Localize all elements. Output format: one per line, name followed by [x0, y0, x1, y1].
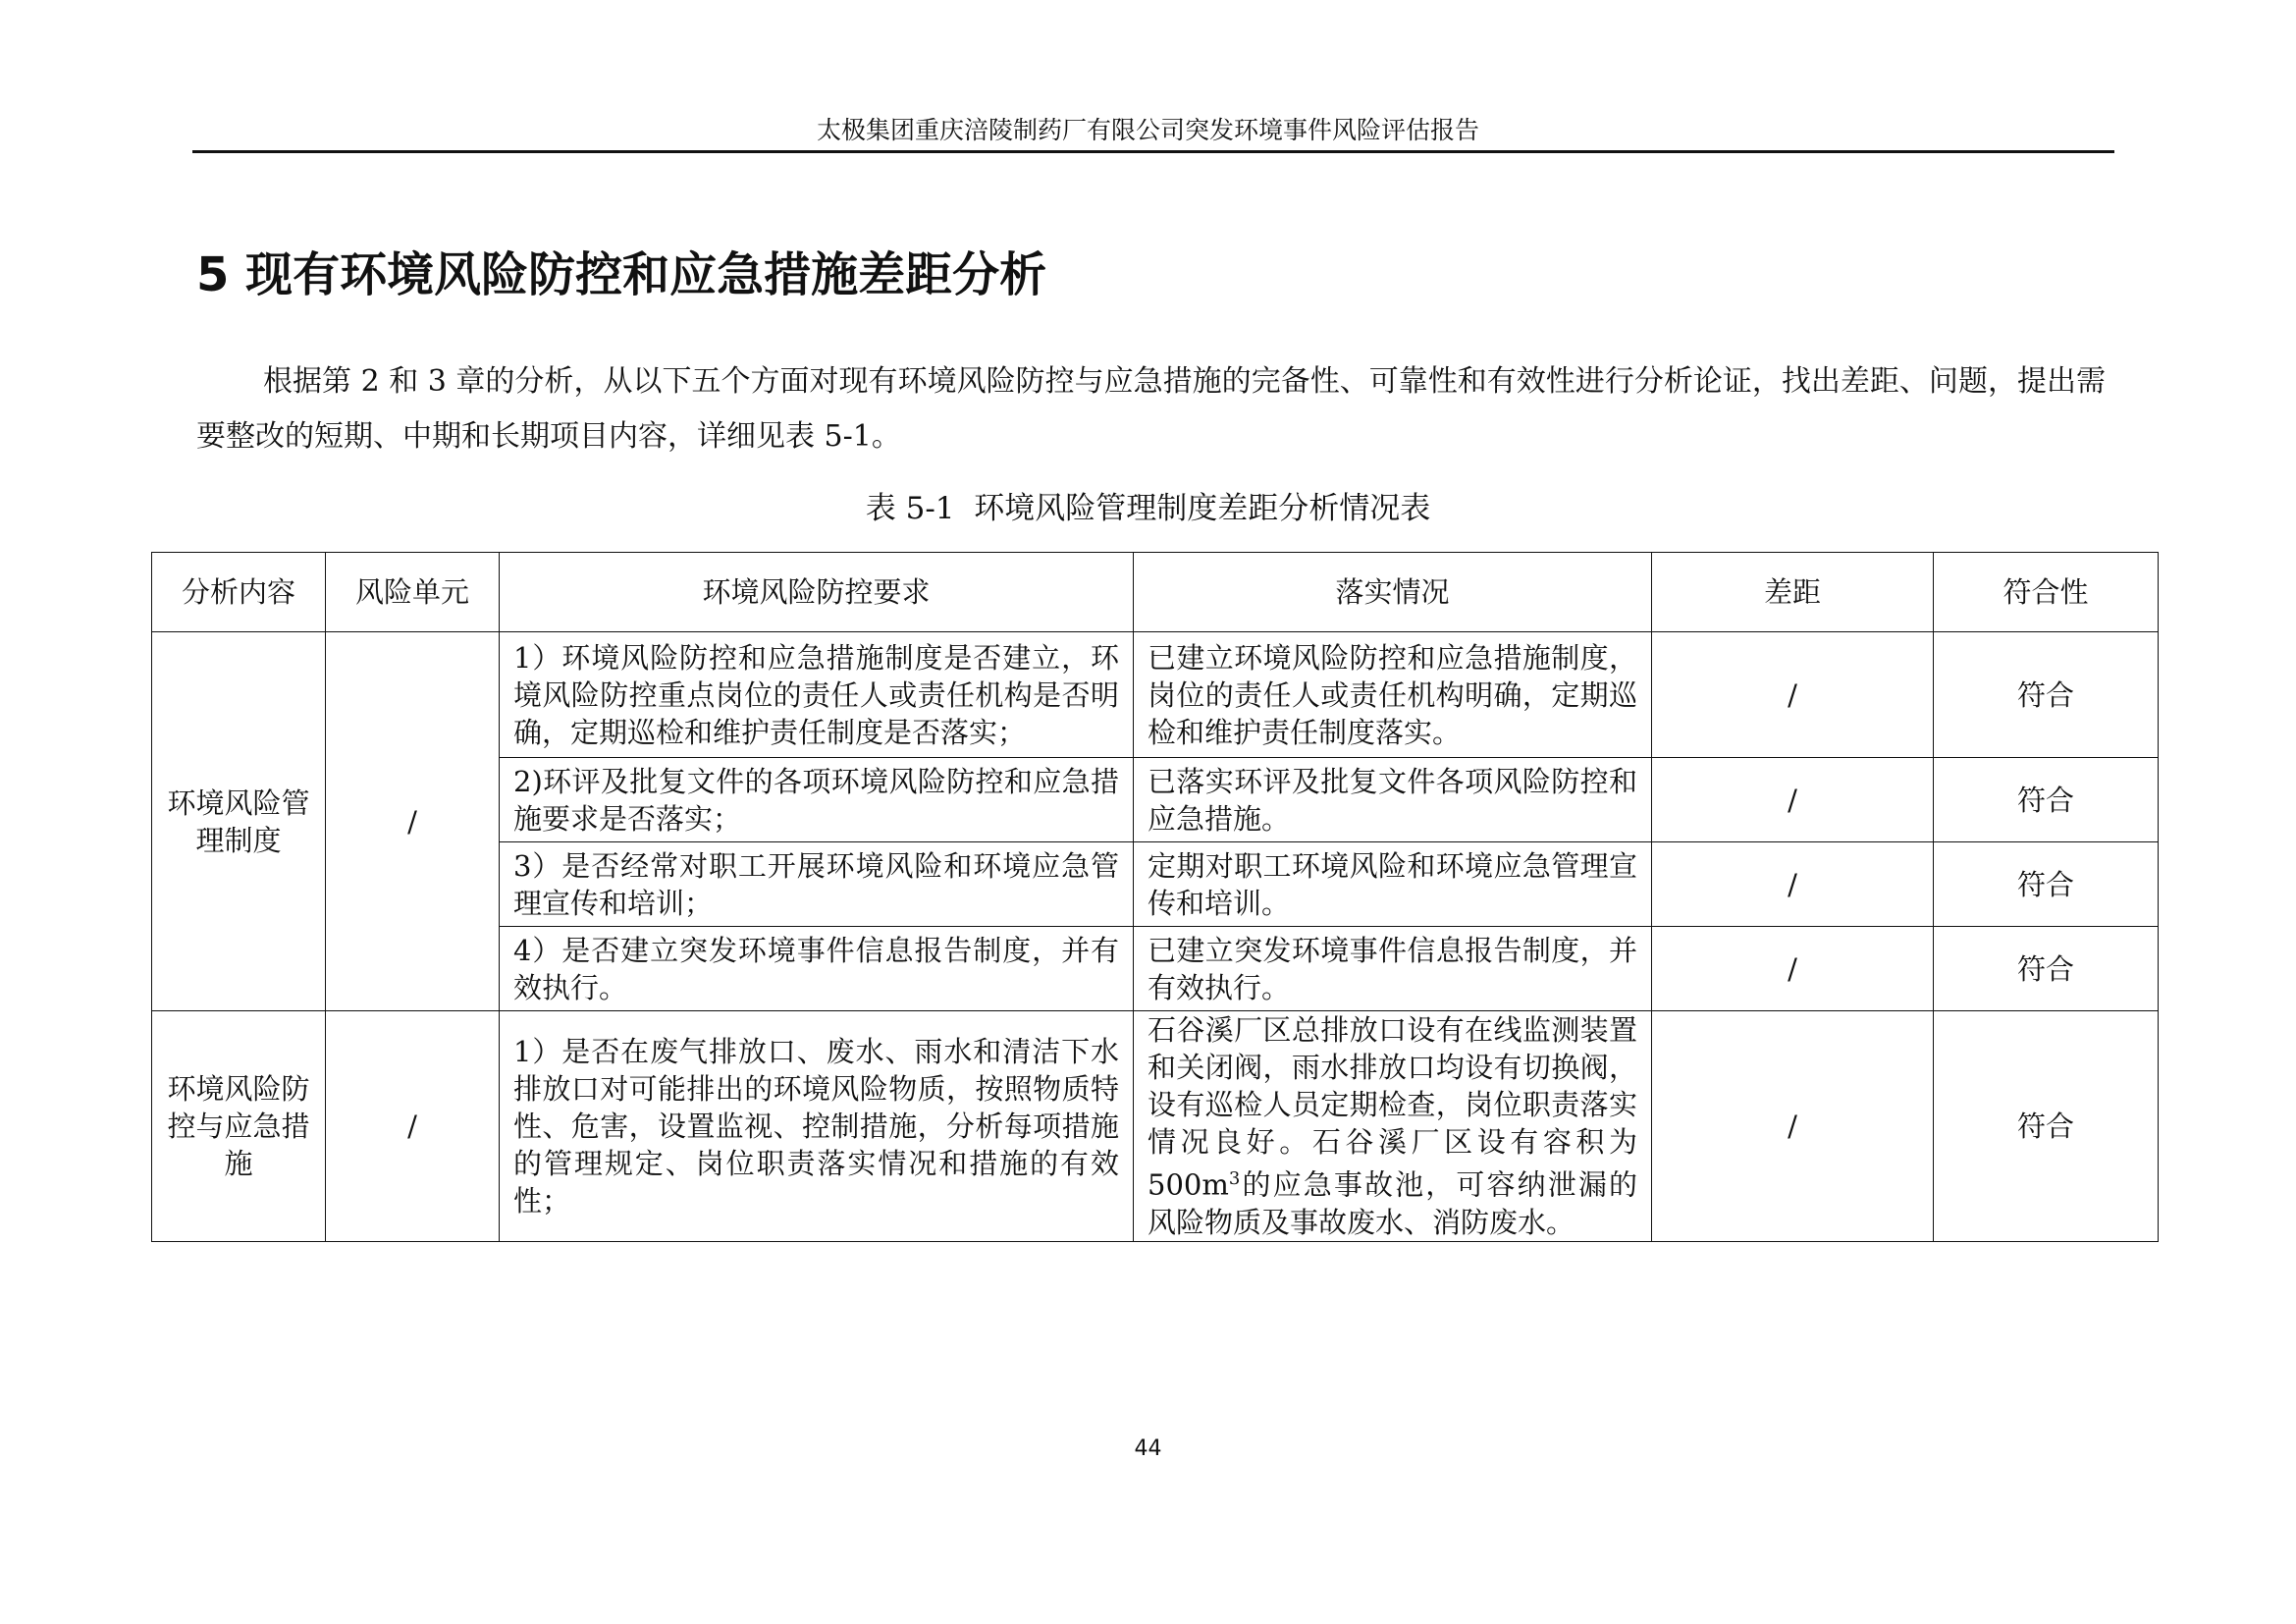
intro-paragraph: 根据第 2 和 3 章的分析，从以下五个方面对现有环境风险防控与应急措施的完备性、可靠性和有效性进行分析论证，找出差距、问题，提出需要整改的短期、中期和长期项目内容，详细见表 5-1。 [196, 364, 2106, 454]
status-cell: 已落实环评及批复文件各项风险防控和应急措施。 [1134, 758, 1652, 842]
requirement-cell: 1）是否在废气排放口、废水、雨水和清洁下水排放口对可能排出的环境风险物质，按照物质特性、危害，设置监视、控制措施，分析每项措施的管理规定、岗位职责落实情况和措施的有效性； [500, 1011, 1134, 1242]
requirement-cell: 3）是否经常对职工开展环境风险和环境应急管理宣传和培训； [500, 842, 1134, 927]
group-unit-cell: / [326, 1011, 500, 1242]
group-unit-cell: / [326, 632, 500, 1011]
requirement-cell: 4）是否建立突发环境事件信息报告制度，并有效执行。 [500, 927, 1134, 1011]
header-requirement: 环境风险防控要求 [500, 553, 1134, 632]
status-cell: 已建立环境风险防控和应急措施制度，岗位的责任人或责任机构明确，定期巡检和维护责任制度落实。 [1134, 632, 1652, 758]
table-header-row [152, 553, 2159, 632]
header-rule [192, 150, 2114, 153]
gap-cell: / [1652, 927, 1934, 1011]
unit-superscript: 3 [1228, 1168, 1241, 1189]
compliance-cell: 符合 [1934, 758, 2159, 842]
group-content-cell: 环境风险防控与应急措施 [152, 1011, 326, 1242]
compliance-cell: 符合 [1934, 1011, 2159, 1242]
table-row [152, 632, 2159, 758]
gap-cell: / [1652, 632, 1934, 758]
status-cell [1134, 1011, 1652, 1242]
table-row [152, 1011, 2159, 1242]
compliance-cell: 符合 [1934, 842, 2159, 927]
requirement-cell: 1）环境风险防控和应急措施制度是否建立，环境风险防控重点岗位的责任人或责任机构是否明确，定期巡检和维护责任制度是否落实； [500, 632, 1134, 758]
table-caption: 表 5-1 环境风险管理制度差距分析情况表 [865, 491, 1431, 526]
gap-cell: / [1652, 1011, 1934, 1242]
gap-analysis-table [151, 552, 2159, 1242]
header-compliance: 符合性 [1934, 553, 2159, 632]
header-status: 落实情况 [1134, 553, 1652, 632]
requirement-cell: 2)环评及批复文件的各项环境风险防控和应急措施要求是否落实； [500, 758, 1134, 842]
status-text-after: 的应急事故池，可容纳泄漏的风险物质及事故废水、消防废水。 [1148, 1167, 1637, 1239]
gap-cell: / [1652, 758, 1934, 842]
header-risk-unit: 风险单元 [326, 553, 500, 632]
header-analysis-content: 分析内容 [152, 553, 326, 632]
compliance-cell: 符合 [1934, 632, 2159, 758]
gap-cell: / [1652, 842, 1934, 927]
header-gap: 差距 [1652, 553, 1934, 632]
page-number: 44 [1134, 1436, 1162, 1461]
status-cell: 已建立突发环境事件信息报告制度，并有效执行。 [1134, 927, 1652, 1011]
status-text-before: 石谷溪厂区总排放口设有在线监测装置和关闭阀，雨水排放口均设有切换阀，设有巡检人员定期检查，岗位职责落实情况良好。石谷溪厂区设有容积为500m [1148, 1013, 1637, 1202]
group-content-cell: 环境风险管理制度 [152, 632, 326, 1011]
compliance-cell: 符合 [1934, 927, 2159, 1011]
status-cell: 定期对职工环境风险和环境应急管理宣传和培训。 [1134, 842, 1652, 927]
running-header: 太极集团重庆涪陵制药厂有限公司突发环境事件风险评估报告 [816, 116, 1479, 144]
chapter-title: 5 现有环境风险防控和应急措施差距分析 [196, 247, 1047, 302]
